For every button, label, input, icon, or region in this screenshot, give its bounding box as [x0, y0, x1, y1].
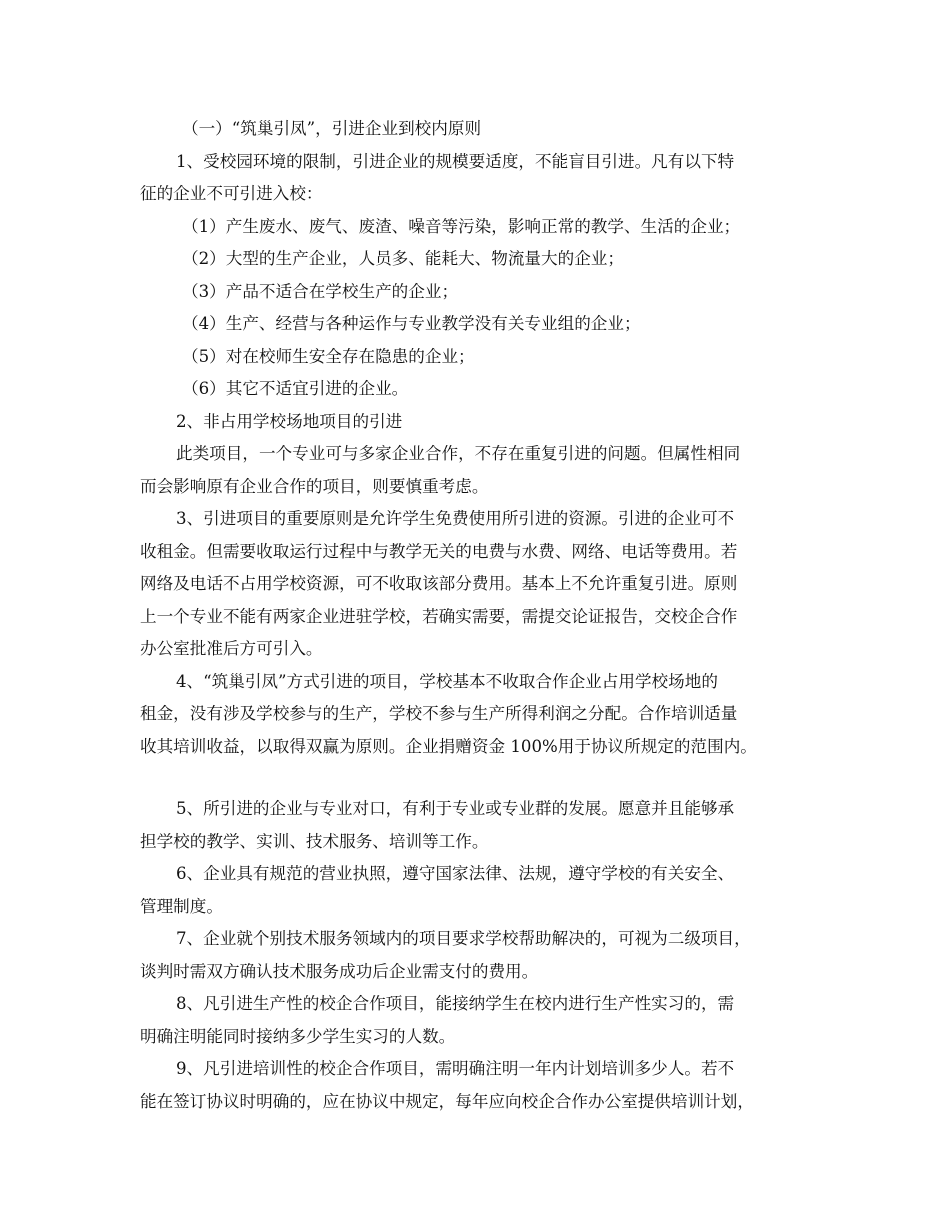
- paragraph-8-line-1: 8、凡引进生产性的校企合作项目，能接纳学生在校内进行生产性实习的，需: [176, 994, 735, 1013]
- paragraph-1-line-2: 征的企业不可引进入校：: [140, 184, 323, 203]
- paragraph-6-line-1: 6、企业具有规范的营业执照，遵守国家法律、法规，遵守学校的有关安全、: [176, 864, 735, 883]
- paragraph-3-line-4: 上一个专业不能有两家企业进驻学校，若确实需要，需提交论证报告，交校企合作: [140, 606, 738, 626]
- paragraph-7-line-1: 7、企业就个别技术服务领域内的项目要求学校帮助解决的，可视为二级项目，: [176, 929, 751, 948]
- list-item: （3）产品不适合在学校生产的企业；: [182, 281, 459, 301]
- paragraph-7-line-2: 谈判时需双方确认技术服务成功后企业需支付的费用。: [140, 961, 539, 981]
- paragraph-2b-line-2: 而会影响原有企业合作的项目，则要慎重考虑。: [140, 476, 489, 496]
- paragraph-2b-line-1: 此类项目，一个专业可与多家企业合作，不存在重复引进的问题。但属性相同: [176, 444, 741, 463]
- document-page: [140, 113, 822, 1118]
- list-item: （4）生产、经营与各种运作与专业教学没有关专业组的企业；: [182, 314, 641, 333]
- paragraph-5-line-2: 担学校的教学、实训、技术服务、培训等工作。: [140, 831, 489, 851]
- list-item: （2）大型的生产企业，人员多、能耗大、物流量大的企业；: [182, 249, 624, 268]
- paragraph-3-line-1: 3、引进项目的重要原则是允许学生免费使用所引进的资源。引进的企业可不: [176, 509, 735, 528]
- paragraph-9-line-2: 能在签订协议时明确的，应在协议中规定，每年应向校企合作办公室提供培训计划，: [140, 1091, 754, 1111]
- paragraph-3-line-2: 收租金。但需要收取运行过程中与教学无关的电费与水费、网络、电话等费用。若: [140, 541, 738, 561]
- paragraph-1-line-1: 1、受校园环境的限制，引进企业的规模要适度，不能盲目引进。凡有以下特: [176, 151, 735, 171]
- paragraph-9-line-1: 9、凡引进培训性的校企合作项目，需明确注明一年内计划培训多少人。若不: [176, 1059, 735, 1078]
- list-item: （6）其它不适宜引进的企业。: [182, 379, 409, 398]
- section-heading: （一）“筑巢引凤”，引进企业到校内原则: [182, 119, 482, 138]
- list-item: （1）产生废水、废气、废渣、噪音等污染，影响正常的教学、生活的企业；: [182, 216, 741, 236]
- paragraph-spacer: [140, 763, 822, 793]
- paragraph-4-line-3: 收其培训收益，以取得双赢为原则。企业捐赠资金 100%用于协议所规定的范围内。: [140, 736, 757, 756]
- paragraph-4-line-1: 4、“筑巢引凤”方式引进的项目，学校基本不收取合作企业占用学校场地的: [176, 671, 718, 691]
- list-item: （5）对在校师生安全存在隐患的企业；: [182, 346, 475, 366]
- paragraph-3-line-5: 办公室批准后方可引入。: [140, 639, 323, 658]
- paragraph-2-heading: 2、非占用学校场地项目的引进: [176, 411, 403, 431]
- paragraph-6-line-2: 管理制度。: [140, 896, 223, 916]
- paragraph-5-line-1: 5、所引进的企业与专业对口，有利于专业或专业群的发展。愿意并且能够承: [176, 799, 735, 818]
- paragraph-3-line-3: 网络及电话不占用学校资源，可不收取该部分费用。基本上不允许重复引进。原则: [140, 574, 738, 593]
- paragraph-8-line-2: 明确注明能同时接纳多少学生实习的人数。: [140, 1026, 456, 1046]
- paragraph-4-line-2: 租金，没有涉及学校参与的生产，学校不参与生产所得利润之分配。合作培训适量: [140, 704, 738, 723]
